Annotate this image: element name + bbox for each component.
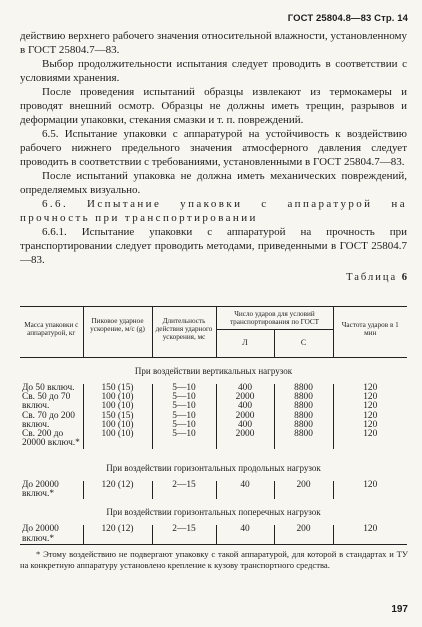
- cell-frequency: 120: [363, 410, 378, 421]
- cell-count-s: 8800: [294, 429, 313, 440]
- row-mass-value: До 50 включ.: [22, 382, 75, 393]
- cell-duration: 5—10: [172, 419, 196, 430]
- cell-count-l: 400: [237, 401, 253, 412]
- table-row: [20, 481, 407, 500]
- row-count-s: [274, 384, 333, 449]
- header-duration: Длительность действия ударного ускорения, мс: [152, 307, 216, 358]
- cell-count-s: 200: [274, 525, 333, 544]
- cell-count-l: 2000: [235, 410, 255, 421]
- paragraph-3: После проведения испытаний образцы извлекают из термокамеры и проводят внешний осмотр. Образцы не должны иметь трещин, разрывов и деформации упаковки, стекания смазки и т. п. повреждений.: [20, 86, 407, 126]
- header-count-group: Число ударов для условий транспортирования по ГОСТ: [216, 307, 333, 330]
- cell-count-l: 40: [216, 525, 274, 544]
- cell-count-l: 400: [237, 382, 253, 393]
- impact-table: [20, 306, 407, 545]
- paragraph-5: После испытаний упаковка не должна иметь механических повреждений, определяемых визуально.: [20, 170, 407, 196]
- cell-count-s: 8800: [294, 391, 313, 402]
- table-header-row: [20, 307, 407, 330]
- page-number: 197: [391, 604, 408, 615]
- cell-peak: 150 (15): [101, 410, 134, 421]
- header-count-l: Л: [216, 330, 274, 357]
- cell-frequency: 120: [363, 382, 378, 393]
- cell-duration: 5—10: [172, 401, 196, 412]
- table-caption-word: Таблица: [346, 272, 398, 283]
- table-footnote: [20, 549, 408, 570]
- cell-count-s: 8800: [294, 410, 313, 421]
- cell-peak: 120 (12): [83, 481, 152, 500]
- page-header-code: ГОСТ 25804.8—83 Стр. 14: [287, 13, 408, 24]
- row-mass-value: Св. 70 до 200 включ.: [22, 410, 75, 430]
- cell-duration: 5—10: [172, 410, 196, 421]
- table-caption: [20, 271, 407, 285]
- cell-count-s: 8800: [294, 401, 313, 412]
- cell-count-l: 2000: [235, 391, 255, 402]
- row-frequency: [333, 384, 407, 449]
- cell-count-s: 8800: [294, 419, 313, 430]
- row-count-l: [216, 384, 274, 449]
- cell-peak: 100 (10): [101, 401, 134, 412]
- row-mass: До 20000 включ.*: [20, 525, 83, 544]
- header-count-s: С: [274, 330, 333, 357]
- cell-peak: 150 (15): [101, 382, 134, 393]
- cell-peak: 100 (10): [101, 429, 134, 440]
- cell-peak: 100 (10): [101, 419, 134, 430]
- row-duration: [152, 384, 216, 449]
- cell-frequency: 120: [363, 391, 378, 402]
- row-mass: [20, 384, 83, 449]
- paragraph-1: действию верхнего рабочего значения относительной влажности, установленному в ГОСТ 25804.7—83.: [20, 30, 407, 56]
- cell-frequency: 120: [363, 429, 378, 440]
- section-longitudinal-title: При воздействии горизонтальных продольных нагрузок: [106, 462, 321, 473]
- cell-count-l: 2000: [235, 429, 255, 440]
- cell-frequency: 120: [363, 419, 378, 430]
- row-mass-value: Св. 200 до 20000 включ.*: [22, 429, 80, 449]
- header-peak: Пиковое ударное ускорение, м/с (g): [83, 307, 152, 358]
- cell-count-l: 40: [216, 481, 274, 500]
- row-mass: До 20000 включ.*: [22, 479, 59, 499]
- row-mass-value: Св. 50 до 70 включ.: [22, 391, 71, 412]
- cell-duration: 5—10: [172, 429, 196, 440]
- table-caption-number: 6: [401, 272, 407, 283]
- header-mass: Масса упаковки с аппаратурой, кг: [20, 307, 83, 358]
- cell-duration: 2—15: [152, 481, 216, 500]
- cell-frequency: 120: [333, 481, 407, 500]
- paragraph-6-6-1: 6.6.1. Испытание упаковки с аппаратурой на прочность при транспортировании следует проводить методами, приведенными в ГОСТ 25804.7—83.: [20, 226, 407, 266]
- cell-count-s: 8800: [294, 382, 313, 393]
- section-vertical-title: При воздействии вертикальных нагрузок: [134, 365, 293, 376]
- cell-frequency: 120: [333, 525, 407, 544]
- cell-peak: 120 (12): [83, 525, 152, 544]
- table-row: [20, 525, 407, 544]
- section-transverse-title: При воздействии горизонтальных поперечных нагрузок: [106, 507, 321, 518]
- cell-peak: 100 (10): [101, 391, 134, 402]
- header-frequency: Частота ударов в 1 мин: [333, 307, 407, 358]
- paragraph-4: 6.5. Испытание упаковки с аппаратурой на устойчивость к воздействию рабочего нижнего предельного значения атмосферного давления следует проводить в соответствии с требованиями, установленными в ГОСТ 25804.7—83.: [20, 128, 407, 168]
- footnote-text: * Этому воздействию не подвергают упаковку с такой аппаратурой, для которой в стандартах и ТУ на конкретную аппаратуру установлено крепление к кузову транспортного средства.: [20, 549, 408, 570]
- row-peak: [83, 384, 152, 449]
- cell-duration: 2—15: [152, 525, 216, 544]
- section-heading-6-6: 6.6. Испытание упаковки с аппаратурой на прочность при транспортировании: [20, 198, 407, 224]
- cell-frequency: 120: [363, 401, 378, 412]
- paragraph-2: Выбор продолжительности испытания следует проводить в соответствии с условиями хранения.: [20, 58, 407, 84]
- cell-count-l: 400: [237, 419, 253, 430]
- cell-duration: 5—10: [172, 382, 196, 393]
- cell-count-s: 200: [274, 481, 333, 500]
- cell-duration: 5—10: [172, 391, 196, 402]
- table-row: [20, 384, 407, 449]
- body-text: [20, 29, 407, 285]
